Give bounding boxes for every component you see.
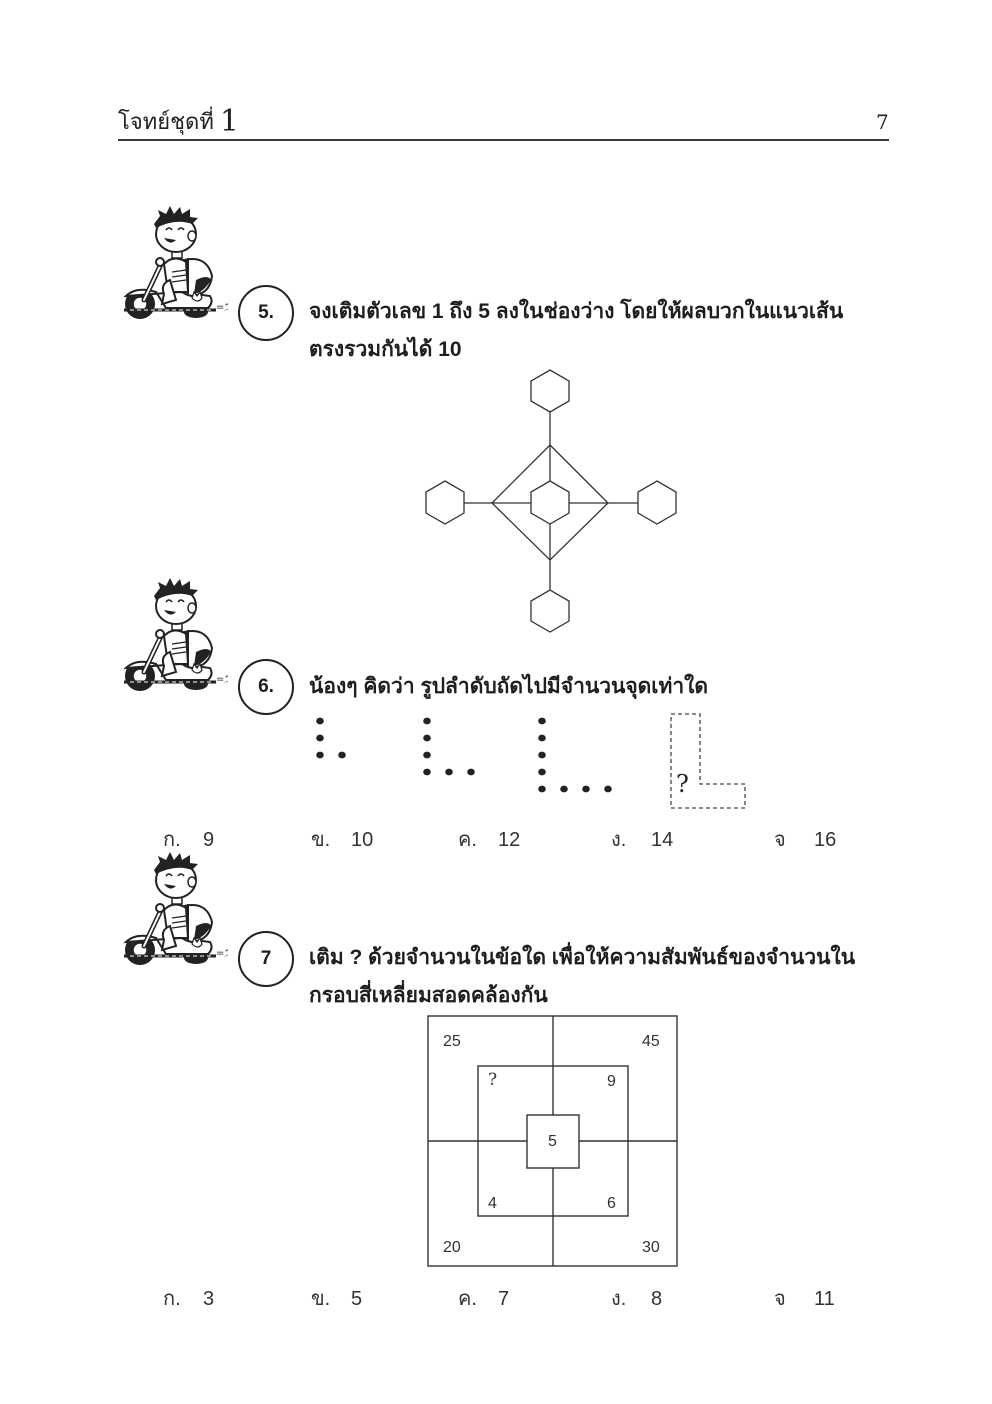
choice-c[interactable]: ค. 7: [458, 1288, 510, 1310]
question-7-number: 7: [238, 931, 294, 987]
set-number: 1: [219, 104, 239, 139]
choice-d[interactable]: ง. 14: [611, 829, 674, 851]
page-number: 7: [876, 110, 889, 134]
outer-bottom-left-value: 20: [443, 1239, 461, 1256]
question-5-line2: ตรงรวมกันได้ 10: [309, 338, 462, 361]
choice-d[interactable]: ง. 8: [611, 1288, 663, 1310]
question-7-line1: เติม ? ด้วยจำนวนในข้อใด เพื่อให้ความสัมพันธ์ของจำนวนใน: [309, 946, 856, 969]
header-title-text: โจทย์ชุดที่: [118, 110, 214, 135]
choice-b[interactable]: ข. 10: [311, 829, 374, 851]
middle-top-right-value: 9: [607, 1073, 616, 1090]
question-7-choices: [0, 1282, 992, 1312]
choice-b[interactable]: ข. 5: [311, 1288, 363, 1310]
middle-top-left-value: ?: [488, 1070, 498, 1090]
center-value: 5: [548, 1133, 557, 1150]
unknown-question-mark: ?: [676, 770, 689, 798]
question-5-number: 5.: [238, 285, 294, 341]
outer-top-right-value: 45: [642, 1033, 660, 1050]
choice-a[interactable]: ก. 3: [163, 1288, 215, 1310]
question-7-line2: กรอบสี่เหลี่ยมสอดคล้องกัน: [309, 984, 548, 1007]
choice-e[interactable]: จ 16: [774, 829, 837, 851]
question-6-number: 6.: [238, 659, 294, 715]
question-6-line1: น้องๆ คิดว่า รูปลำดับถัดไปมีจำนวนจุดเท่าใด: [309, 675, 709, 698]
choice-a[interactable]: ก. 9: [163, 829, 215, 851]
choice-c[interactable]: ค. 12: [458, 829, 521, 851]
outer-bottom-right-value: 30: [642, 1239, 660, 1256]
question-5-line1: จงเติมตัวเลข 1 ถึง 5 ลงในช่องว่าง โดยให้ผลบวกในแนวเส้น: [309, 300, 844, 323]
middle-bottom-left-value: 4: [488, 1195, 497, 1212]
outer-top-left-value: 25: [443, 1033, 461, 1050]
middle-bottom-right-value: 6: [607, 1195, 616, 1212]
choice-e[interactable]: จ 11: [774, 1288, 835, 1310]
